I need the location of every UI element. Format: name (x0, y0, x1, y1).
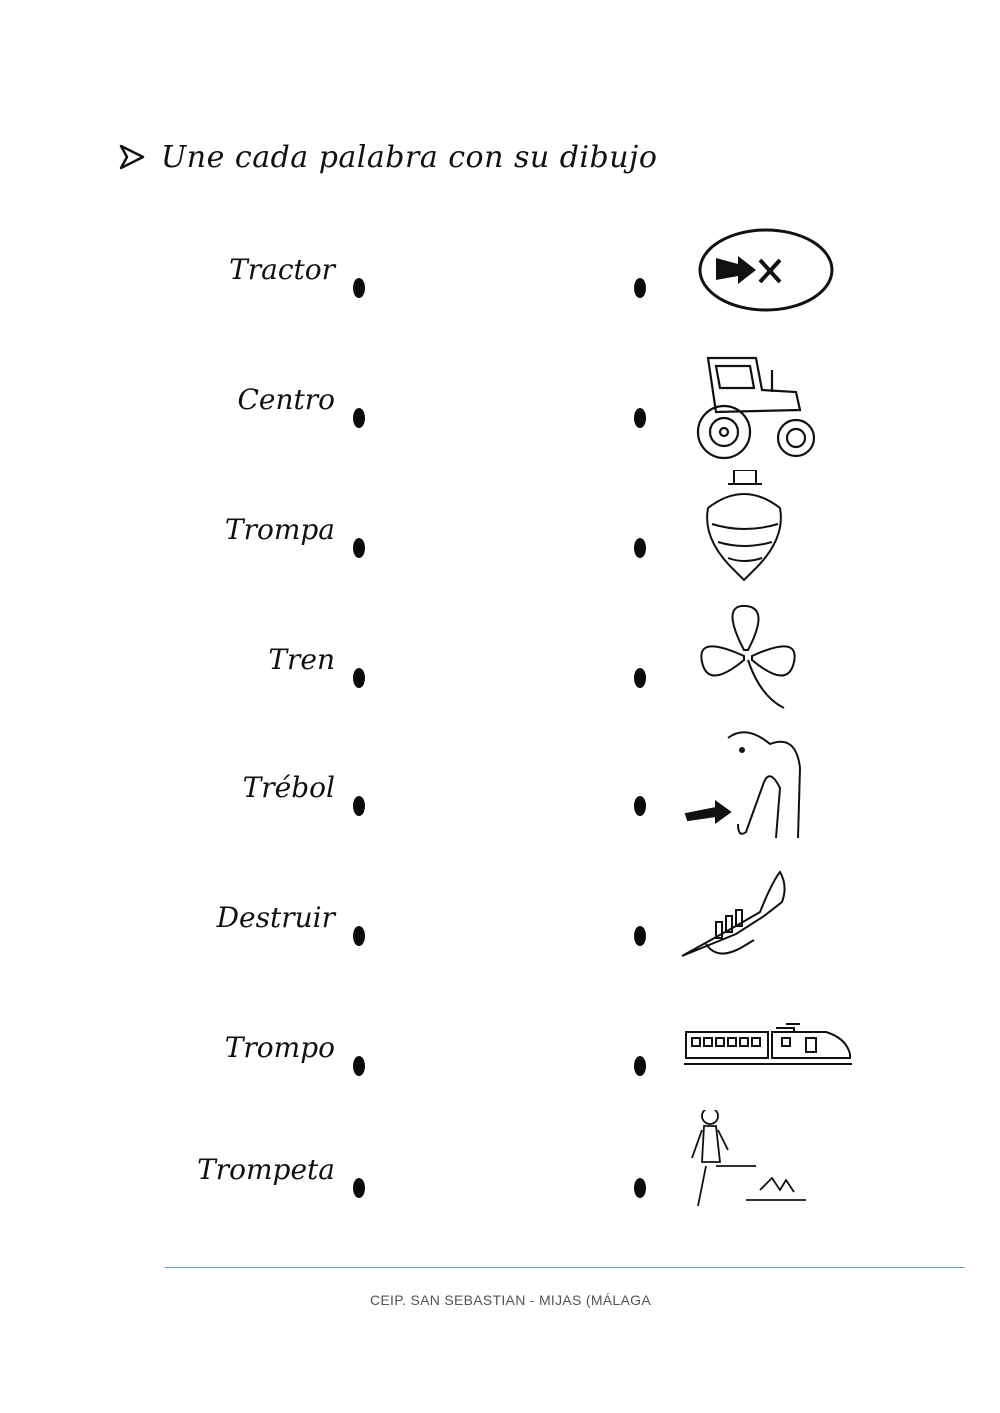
footer-rule (165, 1267, 965, 1268)
right-connector-dot[interactable] (634, 408, 646, 428)
footer-text: CEIP. SAN SEBASTIAN - MIJAS (MÁLAGA (370, 1292, 651, 1308)
elephant-trunk-icon (676, 728, 856, 848)
match-row (0, 1140, 1000, 1260)
right-connector-dot[interactable] (634, 1178, 646, 1198)
right-connector-dot[interactable] (634, 538, 646, 558)
word-label: Centro (237, 383, 335, 416)
left-connector-dot[interactable] (353, 1056, 365, 1076)
spinning-top-icon (676, 470, 856, 590)
left-connector-dot[interactable] (353, 538, 365, 558)
word-label: Trompeta (197, 1153, 335, 1186)
right-connector-dot[interactable] (634, 926, 646, 946)
word-label: Tren (268, 643, 335, 676)
clover-icon (676, 600, 856, 720)
word-label: Trompo (224, 1031, 335, 1064)
word-label: Trébol (242, 771, 335, 804)
left-connector-dot[interactable] (353, 408, 365, 428)
right-connector-dot[interactable] (634, 278, 646, 298)
arrow-x-oval-icon (676, 210, 856, 330)
right-connector-dot[interactable] (634, 796, 646, 816)
left-connector-dot[interactable] (353, 796, 365, 816)
left-connector-dot[interactable] (353, 278, 365, 298)
word-label: Destruir (216, 901, 335, 934)
left-connector-dot[interactable] (353, 1178, 365, 1198)
instruction (115, 132, 657, 182)
train-icon (676, 988, 856, 1108)
trumpet-icon (676, 858, 856, 978)
instruction-text: Une cada palabra con su dibujo (161, 139, 658, 175)
word-label: Tractor (229, 253, 335, 286)
boy-kicking-sandcastle-icon (676, 1110, 856, 1230)
arrowhead-bullet-icon (115, 140, 149, 174)
tractor-icon (676, 340, 856, 460)
right-connector-dot[interactable] (634, 668, 646, 688)
left-connector-dot[interactable] (353, 668, 365, 688)
left-connector-dot[interactable] (353, 926, 365, 946)
word-label: Trompa (224, 513, 335, 546)
right-connector-dot[interactable] (634, 1056, 646, 1076)
